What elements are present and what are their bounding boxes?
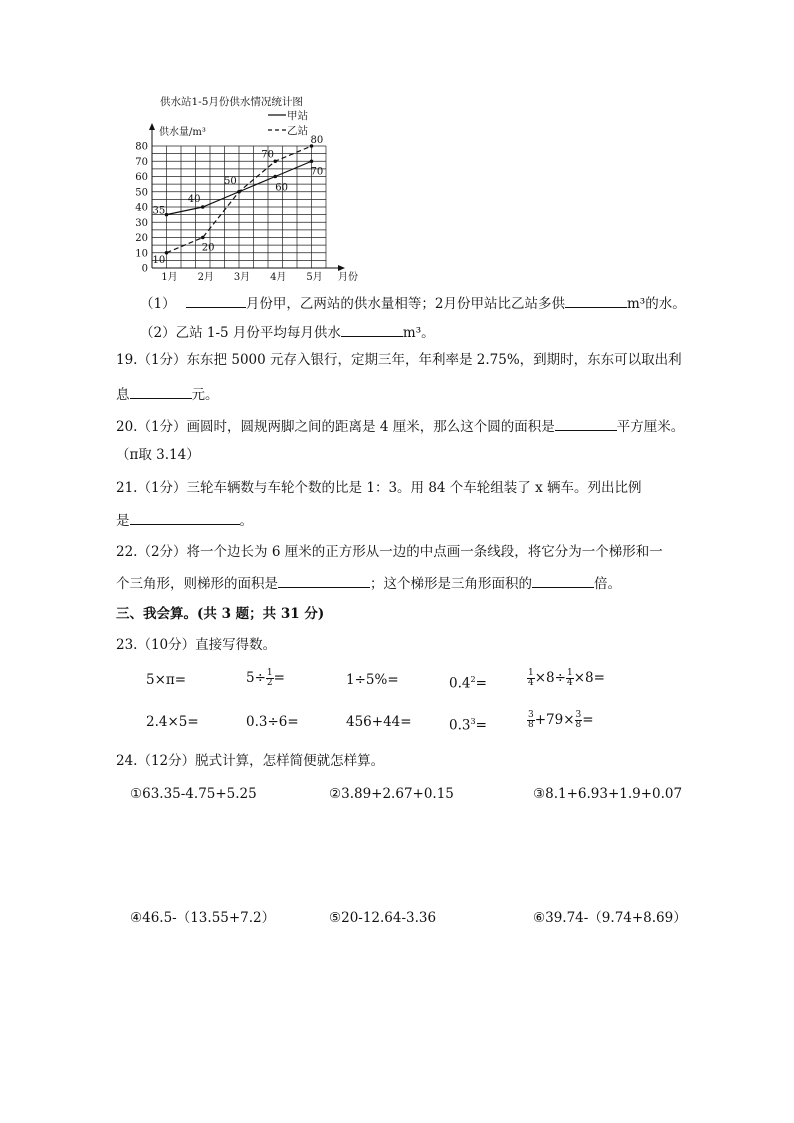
q18-part2-text-a: 乙站 1-5 月份平均每月供水 <box>175 325 341 341</box>
denominator: 2 <box>266 678 273 688</box>
q24-problem-4: ④46.5-（13.55+7.2） <box>130 910 276 926</box>
q23-r2c1: 2.4×5= <box>146 714 199 730</box>
y-axis-arrow <box>149 123 155 130</box>
q18-part2-text-b: m³。 <box>402 325 435 341</box>
q18-part1-blank-1[interactable] <box>186 293 246 308</box>
numerator: 1 <box>528 668 534 678</box>
equals: = <box>475 717 487 734</box>
x-axis-label: 月份 <box>338 272 358 282</box>
q24-problem-1: ①63.35-4.75+5.25 <box>130 786 257 802</box>
q18-part1-blank-2[interactable] <box>565 293 627 308</box>
equals: = <box>582 712 594 728</box>
operator: +79× <box>534 712 575 728</box>
q21-text-a: 是 <box>116 513 130 529</box>
legend-label: 甲站 <box>287 110 308 122</box>
y-tick-label: 70 <box>135 156 148 168</box>
numerator: 1 <box>566 668 573 678</box>
data-point <box>237 190 241 194</box>
q18-part2 <box>140 322 435 342</box>
q24-problem-2: ②3.89+2.67+0.15 <box>329 786 454 802</box>
y-tick-label: 30 <box>135 217 148 229</box>
q19-text-a: 息 <box>116 387 130 403</box>
q22-text-a: 个三角形，则梯形的面积是 <box>116 576 278 592</box>
equals: = <box>475 675 487 692</box>
data-label: 40 <box>187 194 201 205</box>
data-point <box>273 159 277 163</box>
data-point <box>310 159 314 163</box>
q18-part2-blank[interactable] <box>341 322 403 337</box>
denominator: 8 <box>528 720 534 730</box>
numerator: 3 <box>575 710 582 720</box>
data-point <box>165 213 169 217</box>
q18-part1-text-a: 月份甲，乙两站的供水量相等；2月份甲站比乙站多供 <box>245 296 565 312</box>
data-point <box>201 236 205 240</box>
q22-line-1: 22.（2分）将一个边长为 6 厘米的正方形从一边的中点画一条线段，将它分为一个梯形和一 <box>116 544 663 560</box>
q23-r2c5 <box>527 711 594 730</box>
y-tick-label: 20 <box>135 233 148 244</box>
data-label: 80 <box>310 135 324 146</box>
y-tick-label: 60 <box>135 172 148 183</box>
q19-text-b: 元。 <box>191 387 219 403</box>
denominator: 4 <box>566 678 573 688</box>
data-label: 70 <box>310 166 324 178</box>
data-point <box>165 251 169 255</box>
water-supply-line-chart <box>118 92 398 282</box>
q19-line-2 <box>116 384 219 404</box>
base: 0.4 <box>449 675 471 692</box>
denominator: 4 <box>528 678 534 688</box>
data-label: 50 <box>224 175 237 187</box>
q19-line-1: 19.（1分）东东把 5000 元存入银行，定期三年，年利率是 2.75%，到期时，东东可以取出利 <box>116 352 682 368</box>
data-label: 70 <box>261 149 274 161</box>
y-tick-label: 10 <box>135 248 148 260</box>
chart-title: 供水站1-5月份供水情况统计图 <box>160 96 303 108</box>
fraction <box>527 711 535 730</box>
operator: ×8÷ <box>534 670 566 686</box>
q21-blank[interactable] <box>130 510 240 525</box>
numerator: 3 <box>528 710 534 720</box>
q21-line-1: 21.（1分）三轮车辆数与车轮个数的比是 1：3。用 84 个车轮组装了 x 辆车。列出比例 <box>116 480 642 496</box>
y-tick-label: 80 <box>135 141 148 153</box>
q24-problem-5: ⑤20-12.64-3.36 <box>329 910 437 926</box>
y-axis-label: 供水量/m³ <box>159 127 206 138</box>
x-tick-label: 3月 <box>233 272 251 282</box>
q20-text-a: 20.（1分）画圆时，圆规两脚之间的距离是 4 厘米，那么这个圆的面积是 <box>116 419 555 435</box>
q22-blank-2[interactable] <box>532 573 594 588</box>
x-tick-label: 1月 <box>161 272 178 282</box>
fraction <box>527 669 535 688</box>
x-tick-label: 2月 <box>197 272 214 282</box>
q23-r1c1: 5×π= <box>146 672 187 688</box>
exponent: 3 <box>470 717 476 726</box>
q22-line-2 <box>116 573 621 593</box>
q18-part1-number: （1） <box>140 296 176 312</box>
q20-line-1 <box>116 416 684 436</box>
data-label: 35 <box>152 205 166 217</box>
fraction <box>266 669 274 688</box>
fraction <box>566 669 574 688</box>
data-label: 60 <box>275 182 288 194</box>
q24-problem-3: ③8.1+6.93+1.9+0.07 <box>533 786 683 802</box>
q18-part1 <box>140 293 686 313</box>
data-label: 10 <box>152 254 166 266</box>
q23-r2c4 <box>449 713 487 735</box>
y-tick-label: 50 <box>135 187 148 199</box>
q20-line-2: （π取 3.14） <box>116 447 200 463</box>
data-point <box>273 175 277 179</box>
legend-label: 乙站 <box>287 125 308 137</box>
q23-title: 23.（10分）直接写得数。 <box>116 637 277 653</box>
operator: ×8= <box>573 670 605 686</box>
data-point <box>201 205 205 209</box>
q18-part2-number: （2） <box>140 325 176 341</box>
q24-title: 24.（12分）脱式计算，怎样简便就怎样算。 <box>116 753 385 769</box>
x-tick-label: 5月 <box>306 272 323 282</box>
equals: = <box>273 670 285 686</box>
q22-text-b: ；这个梯形是三角形面积的 <box>370 576 532 592</box>
q21-line-2 <box>116 510 253 530</box>
q20-text-b: 平方厘米。 <box>616 419 685 435</box>
q19-blank[interactable] <box>130 384 192 399</box>
q23-r1c4 <box>449 671 487 693</box>
denominator: 8 <box>575 720 582 730</box>
x-axis-arrow <box>338 265 345 271</box>
q18-part1-text-b: m³的水。 <box>626 296 686 312</box>
q23-r1c2-text: 5÷ <box>246 670 266 686</box>
q23-r2c2: 0.3÷6= <box>246 714 299 730</box>
q21-text-b: 。 <box>239 513 253 529</box>
exponent: 2 <box>470 675 476 684</box>
base: 0.3 <box>449 717 471 734</box>
q23-r1c2 <box>246 669 285 688</box>
q24-problem-6: ⑥39.74-（9.74+8.69） <box>533 910 687 926</box>
q23-r1c5 <box>527 669 605 688</box>
y-tick-label: 0 <box>141 263 148 275</box>
q23-r1c3: 1÷5%= <box>346 672 399 688</box>
q20-blank[interactable] <box>555 416 617 431</box>
q22-text-c: 倍。 <box>594 576 621 592</box>
y-tick-label: 40 <box>135 202 148 214</box>
data-label: 20 <box>201 242 215 254</box>
x-tick-label: 4月 <box>270 272 287 282</box>
q23-r2c3: 456+44= <box>346 714 412 730</box>
numerator: 1 <box>266 668 273 678</box>
q22-blank-1[interactable] <box>278 573 370 588</box>
section-3-title: 三、我会算。(共 3 题；共 31 分) <box>116 606 325 622</box>
